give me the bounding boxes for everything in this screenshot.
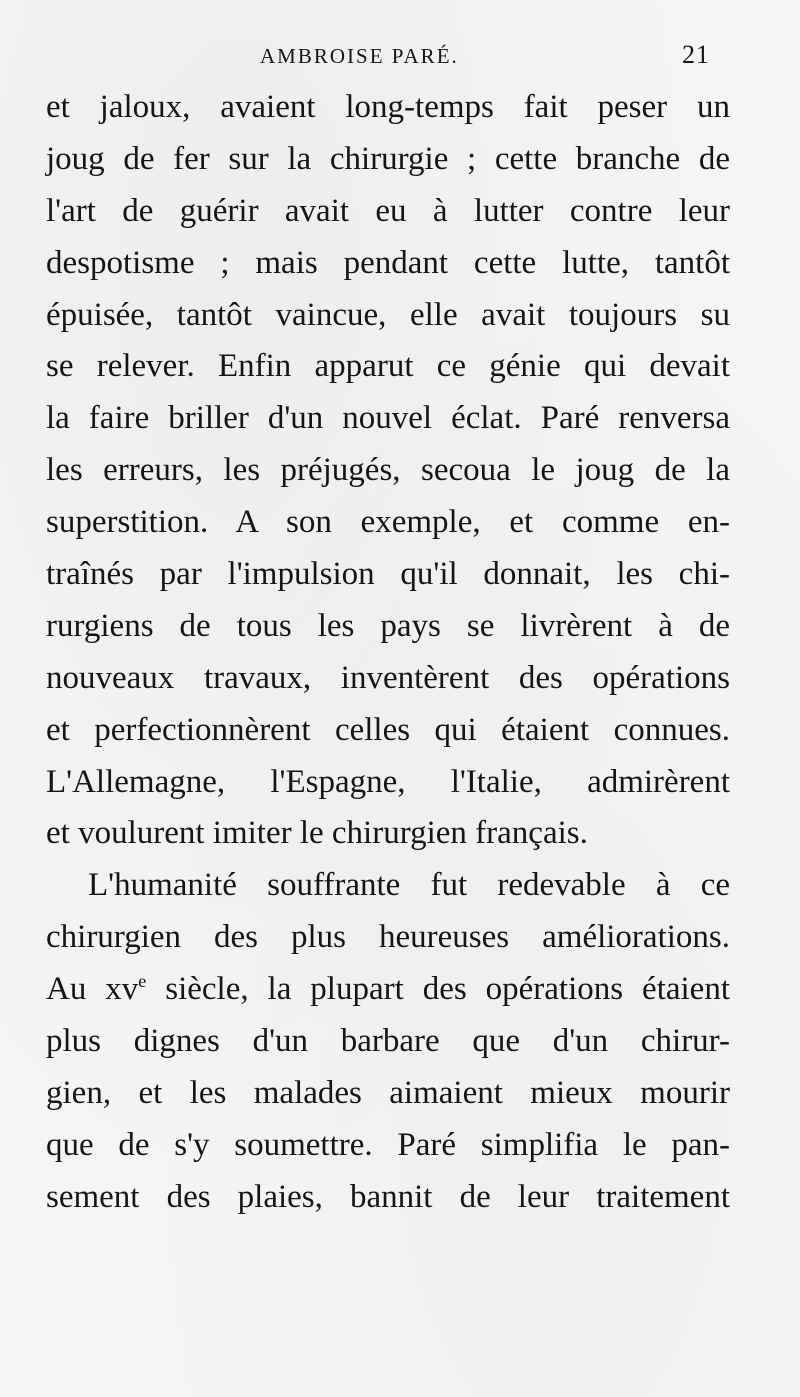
text-line-with-superscript <box>46 964 730 1016</box>
text-line: les erreurs, les préjugés, secoua le joug de la <box>46 452 730 489</box>
text-line: nouveaux travaux, inventèrent des opérations <box>46 659 730 696</box>
text-line: et perfectionnèrent celles qui étaient connues. <box>46 711 730 748</box>
text-line: traînés par l'impulsion qu'il donnait, les chi- <box>46 556 730 593</box>
line-start: Au xv <box>46 971 139 1008</box>
text-line: la faire briller d'un nouvel éclat. Paré renversa <box>46 400 730 437</box>
text-line: joug de fer sur la chirurgie ; cette branche de <box>46 140 730 177</box>
text-line: superstition. A son exemple, et comme en- <box>46 504 730 541</box>
page-number: 21 <box>682 40 710 69</box>
text-line: L'Allemagne, l'Espagne, l'Italie, admirèrent <box>46 763 730 800</box>
running-head: AMBROISE PARÉ. <box>260 44 459 68</box>
text-line: gien, et les malades aimaient mieux mourir <box>46 1074 730 1111</box>
text-line: rurgiens de tous les pays se livrèrent à de <box>46 607 730 644</box>
text-line: épuisée, tantôt vaincue, elle avait toujours su <box>46 296 730 333</box>
text-line: despotisme ; mais pendant cette lutte, tantôt <box>46 244 730 281</box>
page-header <box>40 36 710 76</box>
text-line: et voulurent imiter le chirurgien français. <box>46 815 588 852</box>
text-line: que de s'y soumettre. Paré simplifia le pan- <box>46 1126 730 1163</box>
text-line: plus dignes d'un barbare que d'un chirur- <box>46 1023 730 1060</box>
body-text <box>46 82 730 1224</box>
text-line: et jaloux, avaient long-temps fait peser un <box>46 89 730 125</box>
text-line: se relever. Enfin apparut ce génie qui devait <box>46 348 730 385</box>
text-line: L'humanité souffrante fut redevable à ce <box>88 867 730 904</box>
text-line: chirurgien des plus heureuses améliorations. <box>46 919 730 956</box>
century-superscript: e <box>138 971 147 992</box>
text-line: sement des plaies, bannit de leur traitement <box>46 1178 730 1215</box>
line-rest: siècle, la plupart des opérations étaient <box>146 971 730 1008</box>
text-line: l'art de guérir avait eu à lutter contre leur <box>46 192 730 229</box>
